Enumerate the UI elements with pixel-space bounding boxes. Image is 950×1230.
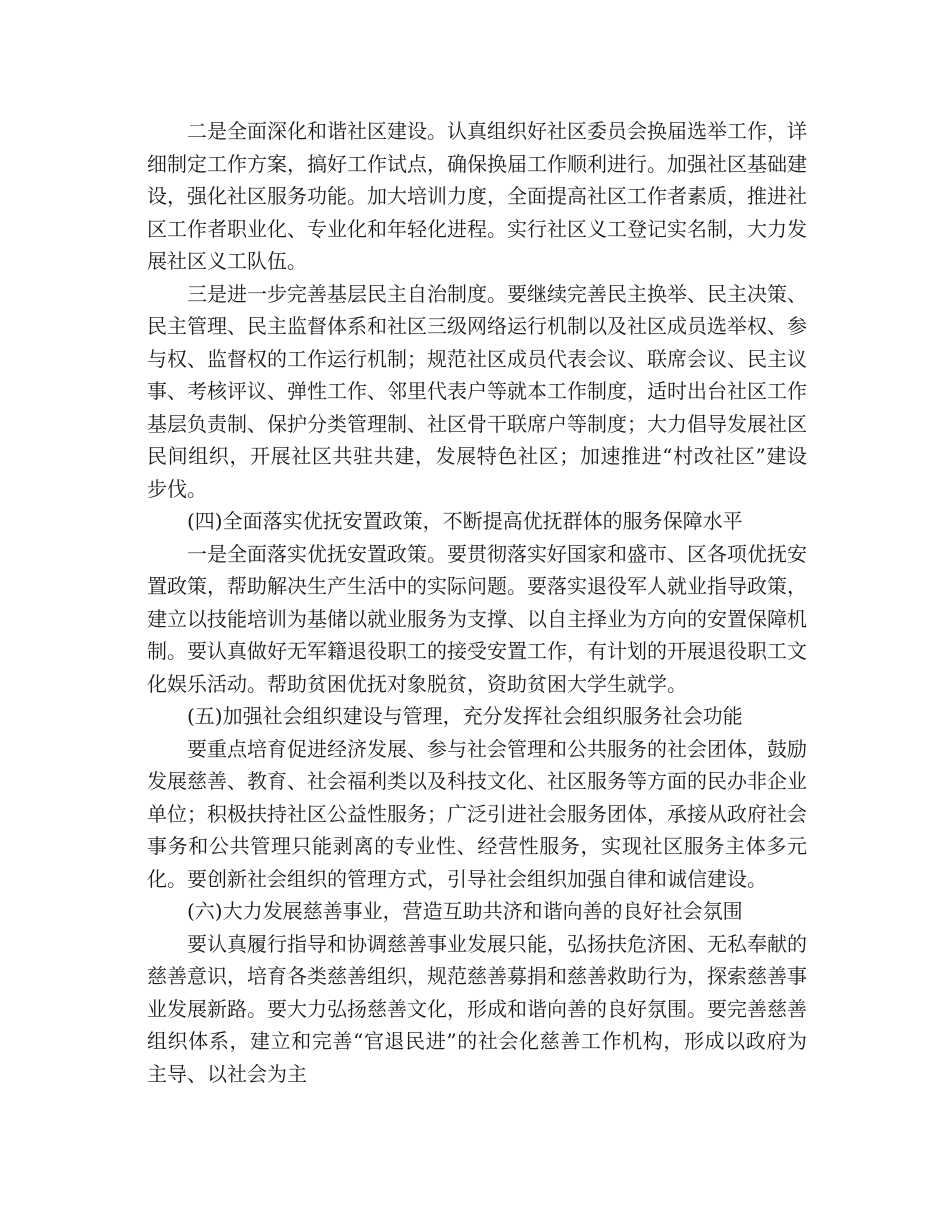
- document-body: [147, 115, 807, 1090]
- paragraph-grassroots-democracy: 三是进一步完善基层民主自治制度。要继续完善民主换举、民主决策、民主管理、民主监督体系和社区三级网络运行机制以及社区成员选举权、参与权、监督权的工作运行机制；规范社区成员代表会议、联席会议、民主议事、考核评议、弹性工作、邻里代表户等就本工作制度，适时出台社区工作基层负责制、保护分类管理制、社区骨干联席户等制度；大力倡导发展社区民间组织，开展社区共驻共建，发展特色社区；加速推进“村改社区”建设步伐。: [147, 281, 807, 501]
- paragraph-preferential-policy: 一是全面落实优抚安置政策。要贯彻落实好国家和盛市、区各项优抚安置政策，帮助解决生产生活中的实际问题。要落实退役军人就业指导政策，建立以技能培训为基储以就业服务为支撑、以自主择业为方向的安置保障机制。要认真做好无军籍退役职工的接受安置工作，有计划的开展退役职工文化娱乐活动。帮助贫困优抚对象脱贫，资助贫困大学生就学。: [147, 541, 807, 696]
- paragraph-community-building: 二是全面深化和谐社区建设。认真组织好社区委员会换届选举工作，详细制定工作方案，搞好工作试点，确保换届工作顺利进行。加强社区基础建设，强化社区服务功能。加大培训力度，全面提高社区工作者素质，推进社区工作者职业化、专业化和年轻化进程。实行社区义工登记实名制，大力发展社区义工队伍。: [147, 119, 807, 273]
- section-heading-6: (六)大力发展慈善事业，营造互助共济和谐向善的良好社会氛围: [187, 899, 743, 923]
- paragraph-charity: 要认真履行指导和协调慈善事业发展只能，弘扬扶危济困、无私奉献的慈善意识，培育各类慈善组织，规范慈善募捐和慈善救助行为，探索慈善事业发展新路。要大力弘扬慈善文化，形成和谐向善的良好氛围。要完善慈善组织体系，建立和完善“官退民进”的社会化慈善工作机构，形成以政府为主导、以社会为主: [147, 931, 807, 1086]
- section-heading-5: (五)加强社会组织建设与管理，充分发挥社会组织服务社会功能: [187, 704, 743, 728]
- section-heading-4: (四)全面落实优抚安置政策，不断提高优抚群体的服务保障水平: [187, 509, 743, 533]
- paragraph-social-organizations: 要重点培育促进经济发展、参与社会管理和公共服务的社会团体，鼓励发展慈善、教育、社会福利类以及科技文化、社区服务等方面的民办非企业单位；积极扶持社区公益性服务；广泛引进社会服务团体，承接从政府社会事务和公共管理只能剥离的专业性、经营性服务，实现社区服务主体多元化。要创新社会组织的管理方式，引导社会组织加强自律和诚信建设。: [147, 736, 807, 891]
